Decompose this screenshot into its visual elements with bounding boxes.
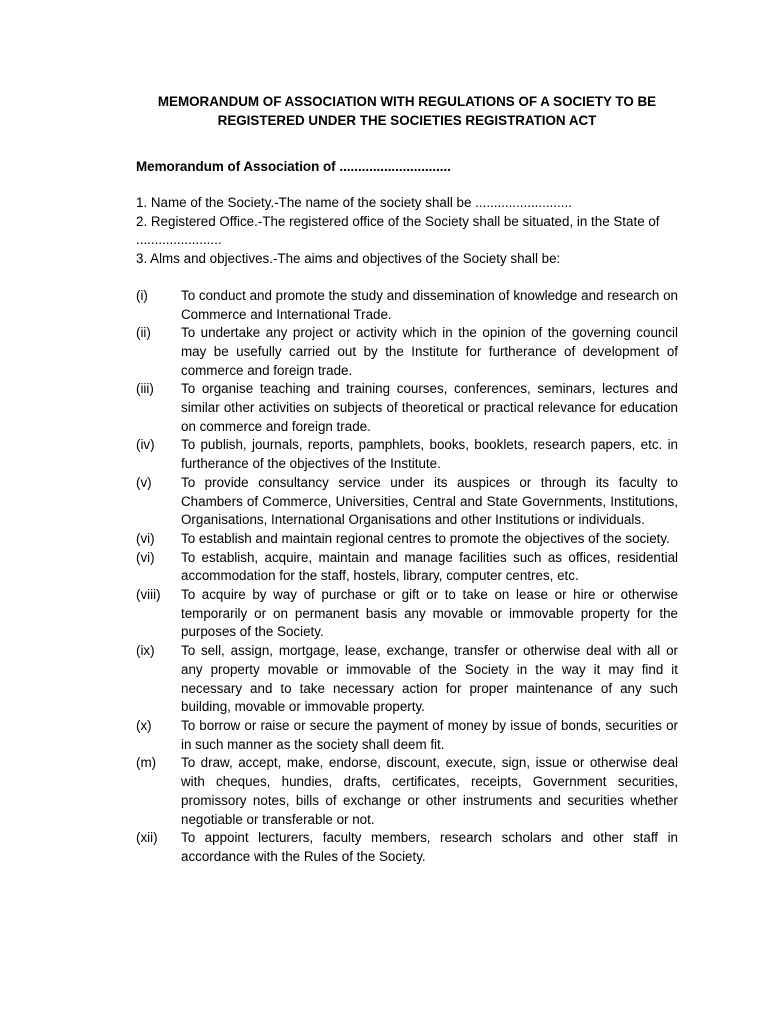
list-item — [136, 530, 678, 549]
item-number: (viii) — [136, 587, 161, 603]
list-item — [136, 436, 678, 473]
clause-aims: 3. Alms and objectives.-The aims and objectives of the Society shall be: — [136, 251, 561, 267]
item-number: (i) — [136, 287, 148, 303]
list-item — [136, 380, 678, 436]
item-number: (xii) — [136, 830, 158, 846]
item-text: To undertake any project or activity which in the opinion of the governing council may be usefully carried out by the Institute for furtherance of development of commerce and foreign trade. — [181, 325, 678, 378]
list-item — [136, 754, 678, 829]
list-item — [136, 549, 678, 586]
item-text: To organise teaching and training courses, conferences, seminars, lectures and similar other activities on subjects of theoretical or practical relevance for education on commerce and foreign trade. — [181, 381, 678, 434]
item-text: To acquire by way of purchase or gift or to take on lease or hire or otherwise temporarily or on permanent basis any movable or immovable property for the purposes of the Society. — [181, 587, 678, 640]
list-item — [136, 324, 678, 380]
item-number: (v) — [136, 474, 152, 490]
item-text: To sell, assign, mortgage, lease, exchange, transfer or otherwise deal with all or any property movable or immovable of the Society in the way it may find it necessary and to take necessary action for proper maintenance of any such building, movable or immovable property. — [181, 643, 678, 715]
item-text: To appoint lecturers, faculty members, research scholars and other staff in accordance with the Rules of the Society. — [181, 830, 678, 864]
item-text: To publish, journals, reports, pamphlets, books, booklets, research papers, etc. in furtherance of the objectives of the Institute. — [181, 437, 678, 472]
item-number: (vi) — [136, 530, 155, 546]
clause-registered-office: 2. Registered Office.-The registered office of the Society shall be situated, in the State of ....................... — [136, 213, 660, 248]
item-number: (vi) — [136, 549, 155, 565]
item-number: (ii) — [136, 325, 151, 341]
memorandum-heading: Memorandum of Association of .............................. — [136, 159, 451, 174]
item-text: To provide consultancy service under its auspices or through its faculty to Chambers of Commerce, Universities, Central and State Governments, Institutions, Organisations, International Organisations and other Institutions or individuals. — [181, 474, 678, 528]
list-item — [136, 474, 678, 530]
item-text: To establish and maintain regional centres to promote the objectives of the society. — [181, 530, 670, 546]
title-line-1: MEMORANDUM OF ASSOCIATION WITH REGULATIONS OF A SOCIETY TO BE — [157, 94, 657, 109]
list-item — [136, 717, 678, 754]
item-number: (ix) — [136, 643, 155, 659]
document-page — [136, 92, 678, 867]
document-title — [136, 92, 678, 130]
item-text: To conduct and promote the study and dissemination of knowledge and research on Commerce and International Trade. — [181, 287, 678, 322]
list-item — [136, 586, 678, 642]
item-number: (x) — [136, 717, 152, 733]
item-text: To borrow or raise or secure the payment of money by issue of bonds, securities or in such manner as the society shall deem fit. — [181, 717, 678, 752]
item-text: To establish, acquire, maintain and manage facilities such as offices, residential accommodation for the staff, hostels, library, computer centres, etc. — [181, 549, 678, 584]
list-item — [136, 642, 678, 717]
item-number: (iii) — [136, 381, 154, 397]
list-item — [136, 287, 678, 324]
item-number: (iv) — [136, 437, 155, 453]
objectives-list — [136, 287, 678, 867]
list-item — [136, 829, 678, 866]
item-number: (m) — [136, 755, 157, 771]
title-line-2: REGISTERED UNDER THE SOCIETIES REGISTRATION ACT — [217, 113, 597, 128]
item-text: To draw, accept, make, endorse, discount, execute, sign, issue or otherwise deal with cheques, hundies, drafts, certificates, receipts, Government securities, promissory notes, bills of exchange or other instruments and securities whether negotiable or transferable or not. — [181, 755, 678, 827]
clause-name: 1. Name of the Society.-The name of the society shall be .......................... — [136, 195, 572, 210]
intro-clauses — [136, 194, 678, 269]
